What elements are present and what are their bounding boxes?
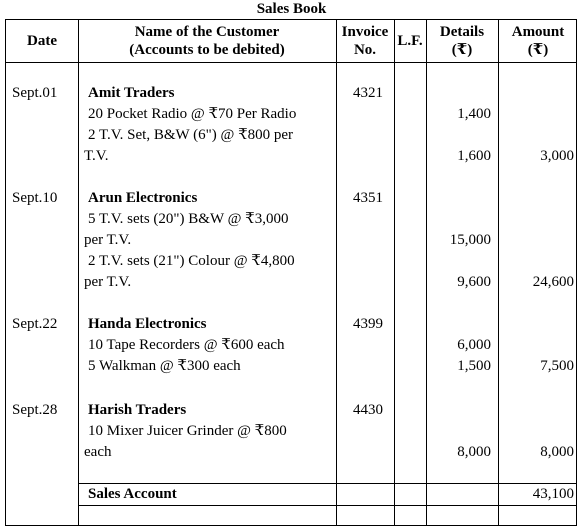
amount-value: 24,600 xyxy=(532,274,574,290)
header-lf: L.F. xyxy=(397,33,423,49)
customer-name: Arun Electronics xyxy=(88,190,198,206)
customer-name: Handa Electronics xyxy=(88,316,207,332)
entry-date: Sept.10 xyxy=(12,190,58,206)
invoice-number: 4399 xyxy=(353,316,383,332)
details-value: 9,600 xyxy=(457,274,491,290)
item-line: per T.V. xyxy=(84,232,132,248)
item-line: 5 Walkman @ ₹300 each xyxy=(88,358,241,374)
entry-date: Sept.01 xyxy=(12,85,58,101)
item-line: T.V. xyxy=(84,148,109,164)
total-label: Sales Account xyxy=(88,486,177,502)
invoice-number: 4351 xyxy=(353,190,383,206)
amount-value: 7,500 xyxy=(540,358,574,374)
item-line: each xyxy=(84,444,112,460)
item-line: 20 Pocket Radio @ ₹70 Per Radio xyxy=(88,106,297,122)
details-value: 15,000 xyxy=(449,232,491,248)
sales-book-table xyxy=(5,19,577,526)
customer-name: Harish Traders xyxy=(88,402,187,418)
item-line: per T.V. xyxy=(84,274,132,290)
item-line: 10 Tape Recorders @ ₹600 each xyxy=(88,337,285,353)
total-amount: 43,100 xyxy=(532,486,574,502)
column-divider xyxy=(394,20,395,525)
invoice-number: 4321 xyxy=(353,85,383,101)
header-details: Details (₹) xyxy=(439,24,485,58)
header-customer: Name of the Customer (Accounts to be debited) xyxy=(129,24,285,58)
item-line: 2 T.V. sets (21") Colour @ ₹4,800 xyxy=(88,253,295,269)
customer-name: Amit Traders xyxy=(88,85,175,101)
header-invoice: Invoice No. xyxy=(341,24,389,58)
details-value: 1,400 xyxy=(457,106,491,122)
amount-value: 8,000 xyxy=(540,444,574,460)
entry-date: Sept.22 xyxy=(12,316,58,332)
details-value: 1,500 xyxy=(457,358,491,374)
entry-date: Sept.28 xyxy=(12,402,58,418)
details-value: 1,600 xyxy=(457,148,491,164)
invoice-number: 4430 xyxy=(353,402,383,418)
header-date: Date xyxy=(27,33,57,49)
column-divider xyxy=(336,20,337,525)
total-bottom-rule xyxy=(78,505,576,506)
item-line: 10 Mixer Juicer Grinder @ ₹800 xyxy=(88,423,287,439)
details-value: 8,000 xyxy=(457,444,491,460)
details-value: 6,000 xyxy=(457,337,491,353)
amount-value: 3,000 xyxy=(540,148,574,164)
header-amount: Amount (₹) xyxy=(511,24,565,58)
item-line: 5 T.V. sets (20") B&W @ ₹3,000 xyxy=(88,211,289,227)
page-title: Sales Book xyxy=(256,1,327,17)
item-line: 2 T.V. Set, B&W (6") @ ₹800 per xyxy=(88,127,294,143)
header-rule xyxy=(6,62,576,63)
